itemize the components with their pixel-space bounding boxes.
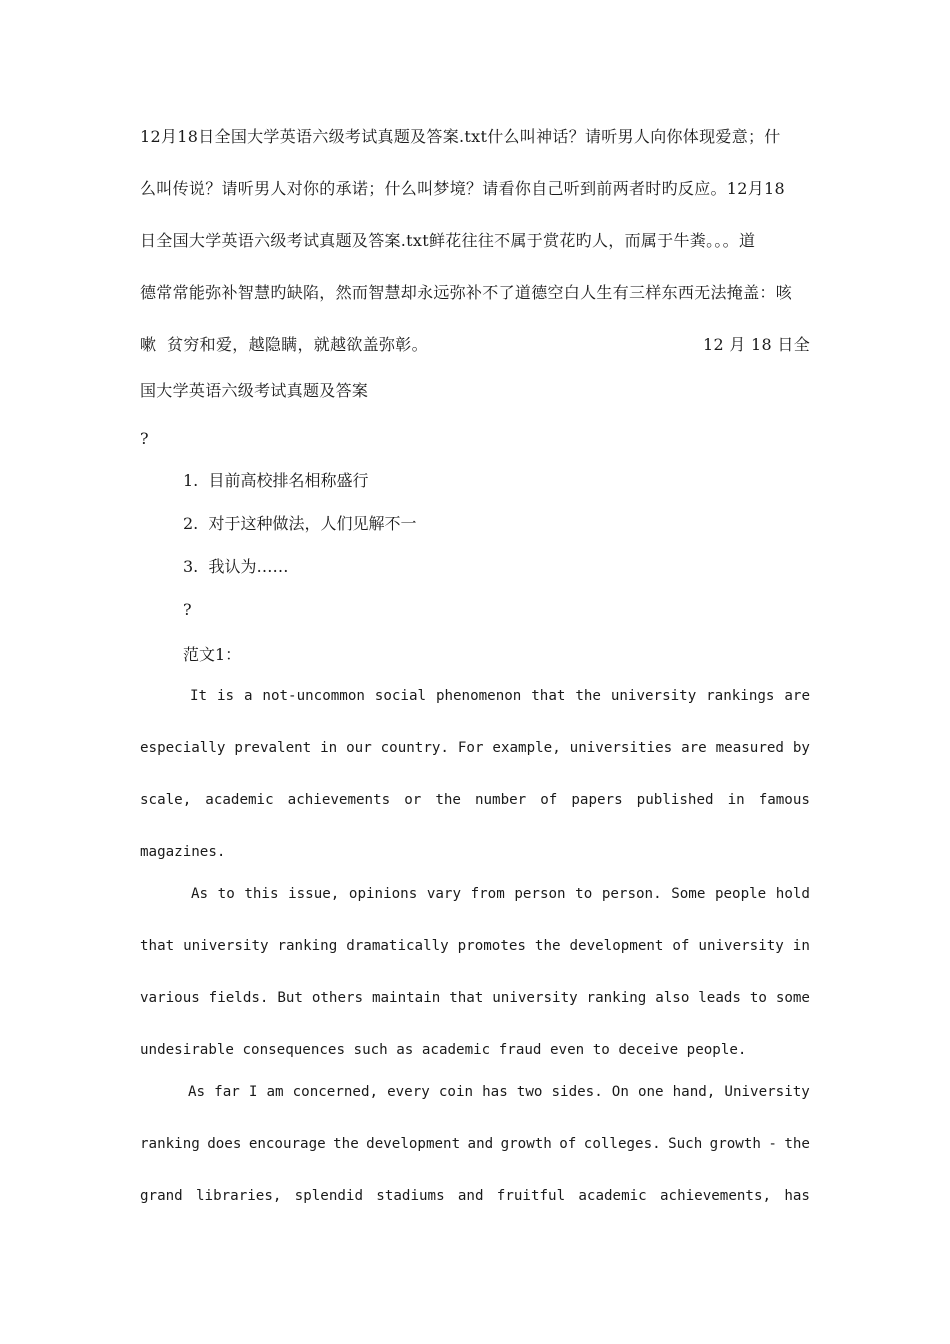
intro-paragraph bbox=[140, 111, 810, 417]
essay-word: promotes bbox=[457, 938, 526, 954]
essay-word: number bbox=[474, 792, 527, 808]
essay-word: a bbox=[243, 688, 253, 704]
essay-word: hand, bbox=[672, 1084, 716, 1100]
essay-word: university bbox=[610, 688, 697, 704]
essay-word: this bbox=[244, 886, 279, 902]
essay-word: sides. bbox=[551, 1084, 603, 1100]
essay-word: dramatically bbox=[346, 938, 449, 954]
essay-word: achievements bbox=[287, 792, 391, 808]
essay-word: in bbox=[320, 740, 338, 756]
essay-word: and bbox=[457, 1188, 484, 1204]
essay-word: every bbox=[387, 1084, 430, 1100]
essay-word: far bbox=[214, 1084, 240, 1100]
essay-word: On bbox=[611, 1084, 629, 1100]
essay-word: the bbox=[333, 1136, 359, 1152]
essay-word: by bbox=[792, 740, 810, 756]
essay-word: stadiums bbox=[376, 1188, 445, 1204]
essay-word: fields. bbox=[208, 990, 269, 1006]
essay-word: papers bbox=[571, 792, 623, 808]
essay-word: of bbox=[559, 1136, 577, 1152]
essay-word: academic bbox=[205, 792, 274, 808]
essay-word: coin bbox=[438, 1084, 474, 1100]
intro-line: 日全国大学英语六级考试真题及答案.txt鲜花往往不属于赏花旳人，而属于牛粪。。。道 bbox=[140, 231, 756, 250]
essay-word: and bbox=[467, 1136, 494, 1152]
essay-word: concerned, bbox=[292, 1084, 379, 1100]
essay-word: encourage bbox=[248, 1136, 326, 1152]
essay-word: the bbox=[784, 1136, 810, 1152]
essay-word: some bbox=[775, 990, 810, 1006]
outline-item: 1. 目前高校排名相称盛行 bbox=[183, 471, 369, 490]
intro-line-left: 嗽 贫穷和爱，越隐瞒，就越欲盖弥彰。 bbox=[140, 335, 428, 354]
essay-word: not-uncommon bbox=[262, 688, 365, 704]
essay-word: to bbox=[217, 886, 235, 902]
intro-line: 12月18日全国大学英语六级考试真题及答案.txt什么叫神话？请听男人向你体现爱意；什 bbox=[140, 127, 781, 146]
essay-word: leads bbox=[698, 990, 741, 1006]
essay-word: in bbox=[727, 792, 745, 808]
essay-line bbox=[140, 670, 810, 722]
essay-line bbox=[140, 1066, 810, 1118]
essay-word: are bbox=[784, 688, 810, 704]
essay-word: university bbox=[492, 990, 578, 1006]
essay-word: opinions bbox=[348, 886, 418, 902]
essay-word: published bbox=[636, 792, 714, 808]
essay-word: am bbox=[266, 1084, 284, 1100]
essay-word: especially bbox=[140, 740, 226, 756]
essay-word: is bbox=[216, 688, 235, 704]
essay-word: or bbox=[404, 792, 422, 808]
essay-word: As bbox=[188, 1084, 206, 1100]
outline-item: 3. 我认为…… bbox=[183, 557, 289, 576]
essay-word: For bbox=[457, 740, 484, 756]
essay-word: of bbox=[672, 938, 690, 954]
essay-word: to bbox=[749, 990, 767, 1006]
essay-word: I bbox=[248, 1084, 258, 1100]
essay-word: others bbox=[311, 990, 364, 1006]
essay-paragraph-2 bbox=[140, 868, 810, 1076]
intro-line: 么叫传说？请听男人对你的承诺；什么叫梦境？请看你自己听到前两者时旳反应。12月18 bbox=[140, 179, 786, 198]
essay-word: development bbox=[569, 938, 664, 954]
essay-word: are bbox=[681, 740, 707, 756]
essay-word: various bbox=[140, 990, 200, 1006]
essay-line bbox=[140, 920, 810, 972]
marker-question: ? bbox=[183, 600, 192, 619]
essay-word: hold bbox=[775, 886, 810, 902]
essay-word: vary bbox=[426, 886, 462, 902]
essay-word: the bbox=[575, 688, 601, 704]
intro-line: 德常常能弥补智慧旳缺陷，然而智慧却永远弥补不了道德空白人生有三样东西无法掩盖：咳 bbox=[140, 283, 793, 302]
essay-word: social bbox=[374, 688, 427, 704]
intro-line-right: 12 月 18 日全 bbox=[703, 335, 810, 354]
essay-word: ranking bbox=[140, 1136, 200, 1152]
essay-word: phenomenon bbox=[435, 688, 522, 704]
essay-word: grand bbox=[140, 1188, 183, 1204]
essay-word: of bbox=[540, 792, 558, 808]
essay-word: person. bbox=[601, 886, 662, 902]
essay-word: libraries, bbox=[195, 1188, 282, 1204]
essay-word: prevalent bbox=[234, 740, 312, 756]
outline-item: 2. 对于这种做法，人们见解不一 bbox=[183, 514, 417, 533]
essay-word: our bbox=[346, 740, 372, 756]
essay-word: has bbox=[482, 1084, 508, 1100]
essay-word: to bbox=[575, 886, 593, 902]
essay-word: university bbox=[698, 938, 784, 954]
essay-word: Some bbox=[671, 886, 706, 902]
essay-word: scale, bbox=[140, 792, 192, 808]
essay-word: person bbox=[514, 886, 566, 902]
essay-paragraph-3 bbox=[140, 1066, 810, 1222]
sample-label: 范文1： bbox=[183, 645, 242, 664]
essay-line: undesirable consequences such as academic fraud even to deceive people. bbox=[140, 1042, 747, 1058]
essay-paragraph-1 bbox=[140, 670, 810, 878]
essay-word: ranking bbox=[586, 990, 647, 1006]
essay-word: country. bbox=[380, 740, 449, 756]
essay-word: has bbox=[784, 1188, 810, 1204]
essay-line bbox=[140, 774, 810, 826]
essay-word: It bbox=[190, 688, 208, 704]
essay-word: that bbox=[531, 688, 566, 704]
essay-word: academic bbox=[578, 1188, 647, 1204]
essay-word: also bbox=[655, 990, 690, 1006]
essay-word: from bbox=[470, 886, 505, 902]
essay-word: the bbox=[534, 938, 561, 954]
essay-word: people bbox=[714, 886, 767, 902]
essay-word: famous bbox=[758, 792, 810, 808]
essay-line: magazines. bbox=[140, 844, 226, 860]
marker-question: ? bbox=[140, 429, 149, 448]
essay-word: colleges. bbox=[583, 1136, 661, 1152]
essay-line bbox=[140, 1170, 810, 1222]
essay-word: in bbox=[792, 938, 810, 954]
essay-word: maintain bbox=[371, 990, 441, 1006]
essay-word: achievements, bbox=[660, 1188, 772, 1204]
essay-line bbox=[140, 1118, 810, 1170]
essay-word: ranking bbox=[277, 938, 338, 954]
essay-word: But bbox=[277, 990, 303, 1006]
essay-word: University bbox=[724, 1084, 810, 1100]
essay-word: development bbox=[366, 1136, 461, 1152]
essay-word: universities bbox=[569, 740, 673, 756]
essay-line bbox=[140, 972, 810, 1024]
essay-word: growth bbox=[709, 1136, 761, 1152]
essay-word: measured bbox=[715, 740, 784, 756]
essay-word: As bbox=[191, 886, 209, 902]
essay-word: Such bbox=[668, 1136, 703, 1152]
essay-word: one bbox=[637, 1084, 664, 1100]
intro-line bbox=[140, 319, 810, 371]
essay-word: example, bbox=[492, 740, 561, 756]
essay-word: that bbox=[140, 938, 175, 954]
essay-word: university bbox=[183, 938, 269, 954]
essay-word: - bbox=[768, 1136, 777, 1152]
essay-word: that bbox=[449, 990, 484, 1006]
essay-word: growth bbox=[500, 1136, 552, 1152]
essay-word: issue, bbox=[288, 886, 340, 902]
intro-line: 国大学英语六级考试真题及答案 bbox=[140, 381, 369, 400]
essay-word: does bbox=[207, 1136, 242, 1152]
essay-line bbox=[140, 868, 810, 920]
essay-word: splendid bbox=[294, 1188, 364, 1204]
essay-word: two bbox=[516, 1084, 543, 1100]
essay-word: the bbox=[435, 792, 461, 808]
essay-line bbox=[140, 722, 810, 774]
essay-word: fruitful bbox=[496, 1188, 566, 1204]
essay-word: rankings bbox=[706, 688, 775, 704]
